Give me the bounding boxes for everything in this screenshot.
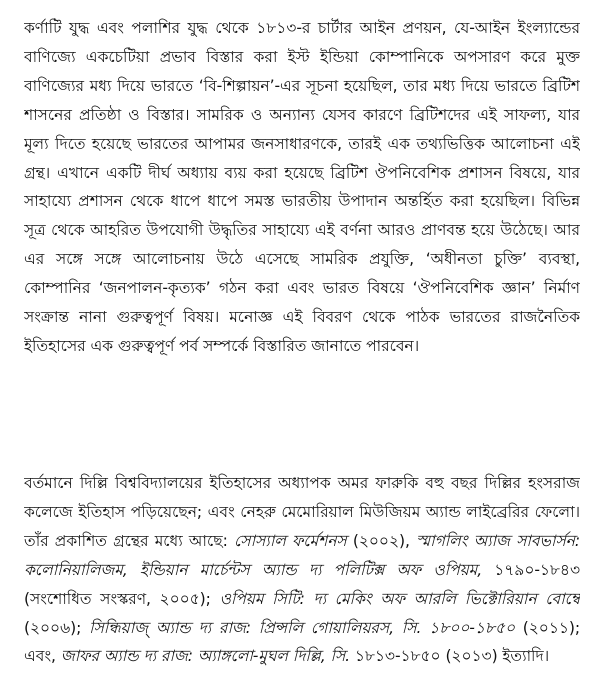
book-year-smuggling-as-subversion: ১৭৯০-১৮৪৩ (সংশোধিত সংস্করণ, ২০০৫);	[24, 560, 580, 608]
book-year-opium-city: (২০০৬);	[24, 618, 90, 637]
book-title-zafar-and-the-raj: জাফর অ্যান্ড দ্য রাজ: অ্যাঙ্গলো-মুঘল দিল্লি, সি.	[60, 647, 351, 666]
book-year-sindhias-and-the-raj: (২০১১); এবং,	[24, 618, 580, 666]
author-bio-paragraph	[24, 469, 580, 669]
book-title-opium-city: ওপিয়ম সিটি: দ্য মেকিং অফ আরলি ভিক্টোরিয়ান বোম্বে	[219, 589, 580, 608]
author-bio-intro: বর্তমানে দিল্লি বিশ্ববিদ্যালয়ের ইতিহাসের অধ্যাপক অমর ফারুকি বহু বছর দিল্লির হংসরাজ কলেজে ইতিহাস পড়িয়েছেন; এবং নেহরু মেমোরিয়াল মিউজিয়ম অ্যান্ড লাইব্রেরির ফেলো। তাঁর প্রকাশিত গ্রন্থের মধ্যে আছে:	[24, 474, 580, 550]
book-year-social-formations: (২০০২),	[346, 531, 417, 550]
book-blurb-page	[24, 14, 580, 669]
book-title-sindhias-and-the-raj: সিন্ধিয়াজ্ অ্যান্ড দ্য রাজ: প্রিন্সলি গোয়ালিয়রস, সি. ১৮০০-১৮৫০	[89, 618, 515, 637]
book-title-smuggling-as-subversion: স্মাগলিং অ্যাজ সাবভার্সন: কলোনিয়ালিজম, ইন্ডিয়ান মার্চেন্টস অ্যান্ড দ্য পলিটিক্স অফ ওপিয়ম,	[24, 531, 580, 579]
book-description-paragraph: কর্ণাটি যুদ্ধ এবং পলাশির যুদ্ধ থেকে ১৮১৩-র চার্টার আইন প্রণয়ন, যে-আইন ইংল্যান্ডের বাণিজ্যে একচেটিয়া প্রভাব বিস্তার করা ইস্ট ইন্ডিয়া কোম্পানিকে অপসারণ করে মুক্ত বাণিজ্যের মধ্য দিয়ে ভারতে ‘বি-শিল্পায়ন’-এর সূচনা হয়েছিল, তার মধ্য দিয়ে ভারতে ব্রিটিশ শাসনের প্রতিষ্ঠা ও বিস্তার। সামরিক ও অন্যান্য যেসব কারণে ব্রিটিশদের এই সাফল্য, যার মূল্য দিতে হয়েছে ভারতের আপামর জনসাধারণকে, তারই এক তথ্যভিত্তিক আলোচনা এই গ্রন্থ। এখানে একটি দীর্ঘ অধ্যায় ব্যয় করা হয়েছে ব্রিটিশ ঔপনিবেশিক প্রশাসন বিষয়ে, যার সাহায্যে প্রশাসন থেকে ধাপে ধাপে সমস্ত ভারতীয় উপাদান অন্তর্হিত করা হয়েছিল। বিভিন্ন সূত্র থেকে আহরিত উপযোগী উদ্ধৃতির সাহায্যে এই বর্ণনা আরও প্রাণবন্ত হয়ে উঠেছে। আর এর সঙ্গে সঙ্গে আলোচনায় উঠে এসেছে সামরিক প্রযুক্তি, ‘অধীনতা চুক্তি’ ব্যবস্থা, কোম্পানির ‘জনপালন-কৃত্যক’ গঠন করা এবং ভারত বিষয়ে ‘ঔপনিবেশিক জ্ঞান’ নির্মাণ সংক্রান্ত নানা গুরুত্বপূর্ণ বিষয়। মনোজ্ঞ এই বিবরণ থেকে পাঠক ভারতের রাজনৈতিক ইতিহাসের এক গুরুত্বপূর্ণ পর্ব সম্পর্কে বিস্তারিত জানাতে পারবেন।	[24, 19, 580, 355]
book-year-zafar-and-the-raj: ১৮১৩-১৮৫০ (২০১৩) ইত্যাদি।	[350, 647, 550, 666]
book-title-social-formations: সোস্যাল ফর্মেশনস	[233, 531, 347, 550]
